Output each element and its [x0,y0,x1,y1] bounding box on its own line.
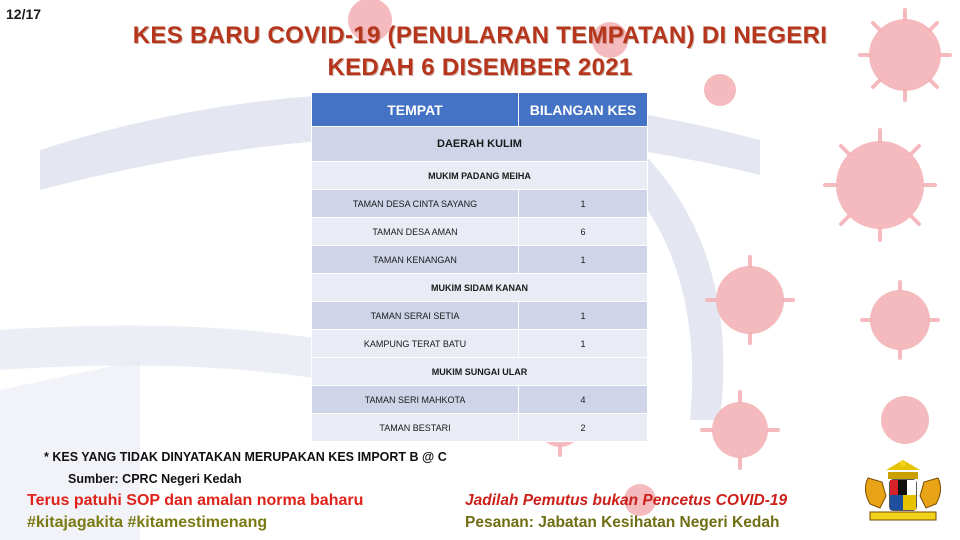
place-cell: TAMAN KENANGAN [312,246,519,274]
source-text: Sumber: CPRC Negeri Kedah [68,472,242,486]
table-row [312,190,648,218]
page-title-line2: KEDAH 6 DISEMBER 2021 [327,54,633,81]
cases-cell: 1 [519,302,648,330]
place-cell: KAMPUNG TERAT BATU [312,330,519,358]
table-row [312,386,648,414]
table-row [312,302,648,330]
place-cell: TAMAN DESA AMAN [312,218,519,246]
sop-slogan: Terus patuhi SOP dan amalan norma baharu [27,492,364,509]
mukim-row [312,274,648,302]
coat-of-arms-icon [856,456,950,528]
mukim-name: MUKIM PADANG MEIHA [312,162,648,190]
hashtags: #kitajagakita #kitamestimenang [27,514,268,531]
table-row [312,246,648,274]
cases-cell: 4 [519,386,648,414]
campaign-message: Jadilah Pemutus bukan Pencetus COVID-19 [465,492,788,509]
mukim-name: MUKIM SIDAM KANAN [312,274,648,302]
table-header-row [312,93,648,127]
cases-table [311,92,648,442]
district-name: DAERAH KULIM [312,127,648,162]
page-title-line1: KES BARU COVID-19 (PENULARAN TEMPATAN) DI NEGERI [132,22,828,49]
page-number: 12/17 [6,6,42,22]
table-row [312,218,648,246]
cases-cell: 6 [519,218,648,246]
mukim-row [312,358,648,386]
header-place: TEMPAT [312,93,519,127]
place-cell: TAMAN DESA CINTA SAYANG [312,190,519,218]
cases-cell: 1 [519,190,648,218]
table-row [312,414,648,442]
place-cell: TAMAN SERAI SETIA [312,302,519,330]
district-row [312,127,648,162]
mukim-name: MUKIM SUNGAI ULAR [312,358,648,386]
mukim-row [312,162,648,190]
message-credit: Pesanan: Jabatan Kesihatan Negeri Kedah [465,514,780,531]
place-cell: TAMAN SERI MAHKOTA [312,386,519,414]
table-row [312,330,648,358]
cases-cell: 1 [519,246,648,274]
cases-cell: 1 [519,330,648,358]
header-cases: BILANGAN KES [519,93,648,127]
place-cell: TAMAN BESTARI [312,414,519,442]
cases-cell: 2 [519,414,648,442]
footnote: * KES YANG TIDAK DINYATAKAN MERUPAKAN KES IMPORT B @ C [44,450,447,464]
